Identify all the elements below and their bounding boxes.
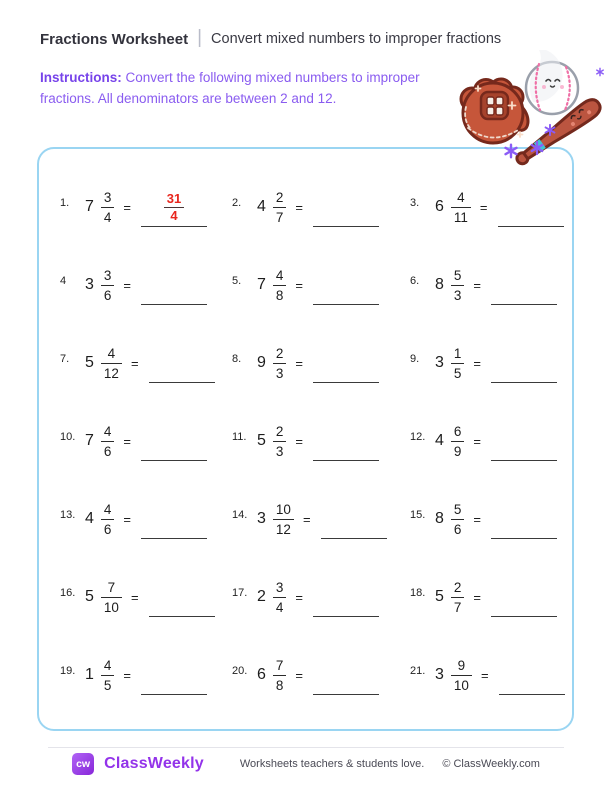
problem-number: 13.: [60, 509, 76, 521]
fraction-bar: [451, 363, 465, 364]
problem-number: 16.: [60, 587, 76, 599]
fraction-denominator: 11: [453, 209, 468, 225]
fraction: [273, 268, 287, 303]
problem-item: [60, 499, 232, 539]
whole-number: 4: [257, 198, 266, 215]
answer-numerator: 31: [166, 191, 182, 206]
problem-item: [410, 577, 568, 617]
whole-number: 5: [85, 354, 94, 371]
fraction-numerator: 2: [275, 423, 284, 439]
fraction-denominator: 5: [103, 677, 112, 693]
fraction-bar: [273, 363, 287, 364]
fraction: [101, 502, 115, 537]
answer-area: [489, 577, 559, 617]
fraction-bar: [451, 441, 465, 442]
answer-blank[interactable]: [491, 304, 557, 305]
whole-number: 1: [85, 666, 94, 683]
fraction: [451, 580, 465, 615]
baseball-icon: [526, 50, 578, 114]
answer-area: [311, 187, 381, 227]
fraction-numerator: 10: [275, 501, 291, 517]
answer-area: [311, 343, 381, 383]
equals-sign: =: [123, 511, 132, 527]
fraction: [451, 658, 472, 693]
fraction-bar: [101, 597, 122, 598]
title-separator: |: [197, 27, 203, 48]
fraction-denominator: 3: [275, 443, 284, 459]
problem-number: 11.: [232, 431, 247, 443]
fraction-numerator: 4: [103, 501, 112, 517]
fraction-numerator: 1: [453, 345, 462, 361]
fraction: [101, 424, 115, 459]
fraction: [101, 268, 115, 303]
fraction-numerator: 3: [103, 189, 112, 205]
footer-tagline: Worksheets teachers & students love.: [239, 758, 425, 770]
problem-item: [410, 265, 568, 305]
fraction: [101, 190, 115, 225]
answer-area: [311, 265, 381, 305]
equals-sign: =: [479, 199, 488, 215]
problem-item: [60, 265, 232, 305]
whole-number: 7: [85, 432, 94, 449]
fraction-bar: [101, 285, 115, 286]
answer-area: [311, 655, 381, 695]
fraction-denominator: 7: [275, 209, 284, 225]
instructions-body: Convert the following mixed numbers to improper fractions. All denominators are between 2 and 12.: [40, 70, 420, 106]
answer-blank[interactable]: [499, 694, 565, 695]
fraction-denominator: 6: [103, 287, 112, 303]
answer-blank[interactable]: [313, 304, 379, 305]
answer-area: [139, 265, 209, 305]
fraction-bar: [273, 675, 287, 676]
problem-number: 6.: [410, 275, 420, 287]
problem-item: [232, 655, 410, 695]
problem-item: [232, 577, 410, 617]
answer-area: [139, 499, 209, 539]
fraction-numerator: 2: [275, 345, 284, 361]
problem-number: 20.: [232, 665, 248, 677]
problem-number: 8.: [232, 353, 242, 365]
fraction-numerator: 5: [453, 501, 462, 517]
answer-blank[interactable]: [491, 382, 557, 383]
answer-area: [139, 187, 209, 227]
fraction: [101, 580, 122, 615]
fraction-numerator: 9: [457, 657, 466, 673]
problem-item: [232, 343, 410, 383]
answer-area: [489, 343, 559, 383]
whole-number: 5: [435, 588, 444, 605]
equals-sign: =: [295, 667, 304, 683]
answer-area: [489, 499, 559, 539]
problem-item: [232, 265, 410, 305]
fraction: [273, 580, 287, 615]
fraction-bar: [273, 597, 287, 598]
problem-item: [232, 187, 410, 227]
problems-box: [37, 147, 574, 731]
fraction-bar: [451, 597, 465, 598]
answer-blank[interactable]: [141, 538, 207, 539]
problem-item: [410, 655, 568, 695]
problem-number: 10.: [60, 431, 76, 443]
fraction: [451, 190, 471, 225]
fraction-numerator: 3: [103, 267, 112, 283]
baseball-glove-icon: [461, 79, 532, 143]
problem-number: 12.: [410, 431, 426, 443]
whole-number: 6: [435, 198, 444, 215]
problem-number: 7.: [60, 353, 70, 365]
answer-area: [147, 577, 217, 617]
answer-blank[interactable]: [141, 226, 207, 227]
answer-fraction: [164, 187, 184, 226]
answer-area: [139, 655, 209, 695]
problem-item: [410, 421, 568, 461]
problem-number: 14.: [232, 509, 248, 521]
whole-number: 5: [257, 432, 266, 449]
fraction-bar: [451, 519, 465, 520]
equals-sign: =: [123, 667, 132, 683]
fraction-denominator: 12: [103, 365, 119, 381]
instructions-label: Instructions:: [40, 70, 122, 85]
fraction-bar: [273, 441, 287, 442]
answer-blank[interactable]: [149, 616, 215, 617]
fraction: [273, 424, 287, 459]
whole-number: 5: [85, 588, 94, 605]
equals-sign: =: [123, 199, 132, 215]
problem-number: 9.: [410, 353, 420, 365]
answer-blank[interactable]: [321, 538, 387, 539]
fraction: [451, 268, 465, 303]
classweekly-logo-icon: cw: [72, 753, 94, 775]
answer-area: [319, 499, 389, 539]
answer-blank[interactable]: [313, 460, 379, 461]
answer-blank[interactable]: [313, 694, 379, 695]
problem-number: 2.: [232, 197, 242, 209]
equals-sign: =: [295, 277, 304, 293]
fraction-bar: [273, 285, 287, 286]
answer-area: [497, 655, 567, 695]
answer-blank[interactable]: [498, 226, 564, 227]
equals-sign: =: [473, 433, 482, 449]
problem-item: [60, 421, 232, 461]
fraction-numerator: 7: [275, 657, 284, 673]
fraction-numerator: 4: [103, 657, 112, 673]
answer-blank[interactable]: [149, 382, 215, 383]
footer: [0, 753, 612, 775]
answer-denominator: 4: [170, 208, 178, 223]
fraction-numerator: 2: [453, 579, 462, 595]
problems-grid: [39, 149, 572, 714]
answer-area: [139, 421, 209, 461]
fraction-denominator: 6: [103, 443, 112, 459]
equals-sign: =: [130, 589, 139, 605]
whole-number: 7: [257, 276, 266, 293]
footer-copyright: © ClassWeekly.com: [442, 758, 540, 770]
answer-blank[interactable]: [491, 460, 557, 461]
fraction: [451, 424, 465, 459]
equals-sign: =: [295, 199, 304, 215]
page-header: [40, 28, 501, 50]
fraction-numerator: 2: [275, 189, 284, 205]
equals-sign: =: [480, 667, 489, 683]
fraction-numerator: 5: [453, 267, 462, 283]
answer-blank[interactable]: [141, 304, 207, 305]
equals-sign: =: [302, 511, 311, 527]
answer-blank[interactable]: [313, 226, 379, 227]
fraction-bar: [273, 519, 294, 520]
whole-number: 3: [435, 666, 444, 683]
answer-area: [496, 187, 566, 227]
fraction-numerator: 4: [275, 267, 284, 283]
fraction-denominator: 12: [275, 521, 291, 537]
fraction-denominator: 4: [275, 599, 284, 615]
fraction: [101, 346, 122, 381]
problem-number: 3.: [410, 197, 420, 209]
fraction: [273, 190, 287, 225]
fraction-numerator: 7: [107, 579, 116, 595]
answer-area: [311, 577, 381, 617]
equals-sign: =: [473, 277, 482, 293]
whole-number: 3: [85, 276, 94, 293]
equals-sign: =: [473, 511, 482, 527]
fraction-bar: [273, 207, 287, 208]
fraction-denominator: 5: [453, 365, 462, 381]
fraction-denominator: 8: [275, 677, 284, 693]
problem-number: 1.: [60, 197, 70, 209]
whole-number: 9: [257, 354, 266, 371]
problem-item: [410, 343, 568, 383]
fraction: [273, 502, 294, 537]
problem-item: [232, 421, 410, 461]
fraction-numerator: 3: [275, 579, 284, 595]
equals-sign: =: [473, 589, 482, 605]
problem-item: [60, 655, 232, 695]
fraction-bar: [101, 363, 122, 364]
answer-area: [489, 421, 559, 461]
page-subtitle: Convert mixed numbers to improper fractions: [211, 31, 502, 47]
whole-number: 4: [435, 432, 444, 449]
problem-number: 21.: [410, 665, 426, 677]
fraction-denominator: 10: [103, 599, 119, 615]
fraction-denominator: 4: [103, 209, 112, 225]
footer-divider: [48, 747, 564, 748]
fraction: [273, 346, 287, 381]
answer-blank[interactable]: [491, 616, 557, 617]
whole-number: 3: [257, 510, 266, 527]
fraction-bar: [101, 675, 115, 676]
problem-number: 5.: [232, 275, 242, 287]
fraction: [101, 658, 115, 693]
answer-blank[interactable]: [313, 382, 379, 383]
fraction-denominator: 7: [453, 599, 462, 615]
equals-sign: =: [473, 355, 482, 371]
fraction-bar: [451, 285, 465, 286]
problem-item: [60, 343, 232, 383]
baseball-illustration: [442, 50, 612, 168]
whole-number: 2: [257, 588, 266, 605]
fraction-denominator: 10: [453, 677, 469, 693]
equals-sign: =: [295, 589, 304, 605]
problem-number: 19.: [60, 665, 76, 677]
problem-item: [60, 187, 232, 227]
fraction-denominator: 9: [453, 443, 462, 459]
fraction-bar: [101, 519, 115, 520]
answer-area: [489, 265, 559, 305]
whole-number: 8: [435, 276, 444, 293]
equals-sign: =: [295, 355, 304, 371]
whole-number: 6: [257, 666, 266, 683]
brand-name: ClassWeekly: [104, 755, 204, 772]
fraction-bar: [101, 441, 115, 442]
fraction-bar: [101, 207, 115, 208]
fraction-denominator: 3: [453, 287, 462, 303]
answer-blank[interactable]: [141, 460, 207, 461]
whole-number: 7: [85, 198, 94, 215]
fraction-numerator: 4: [457, 189, 465, 205]
whole-number: 4: [85, 510, 94, 527]
problem-item: [232, 499, 410, 539]
answer-area: [147, 343, 217, 383]
answer-blank[interactable]: [491, 538, 557, 539]
problem-number: 15.: [410, 509, 426, 521]
fraction-bar: [451, 207, 471, 208]
problem-item: [410, 499, 568, 539]
equals-sign: =: [130, 355, 139, 371]
instructions-text: [40, 67, 440, 109]
problem-number: 17.: [232, 587, 248, 599]
fraction: [273, 658, 287, 693]
fraction-numerator: 4: [103, 423, 112, 439]
answer-area: [311, 421, 381, 461]
answer-blank[interactable]: [313, 616, 379, 617]
fraction-denominator: 6: [453, 521, 462, 537]
whole-number: 3: [435, 354, 444, 371]
problem-number: 18.: [410, 587, 426, 599]
fraction-numerator: 6: [453, 423, 462, 439]
fraction-bar: [451, 675, 472, 676]
problem-number: 4: [60, 275, 67, 287]
problem-item: [410, 187, 568, 227]
page-title: Fractions Worksheet: [40, 30, 189, 48]
fraction: [451, 502, 465, 537]
answer-blank[interactable]: [141, 694, 207, 695]
whole-number: 8: [435, 510, 444, 527]
fraction-denominator: 3: [275, 365, 284, 381]
fraction-denominator: 6: [103, 521, 112, 537]
equals-sign: =: [123, 433, 132, 449]
equals-sign: =: [123, 277, 132, 293]
fraction-denominator: 8: [275, 287, 284, 303]
fraction: [451, 346, 465, 381]
fraction-numerator: 4: [107, 345, 116, 361]
equals-sign: =: [295, 433, 304, 449]
problem-item: [60, 577, 232, 617]
